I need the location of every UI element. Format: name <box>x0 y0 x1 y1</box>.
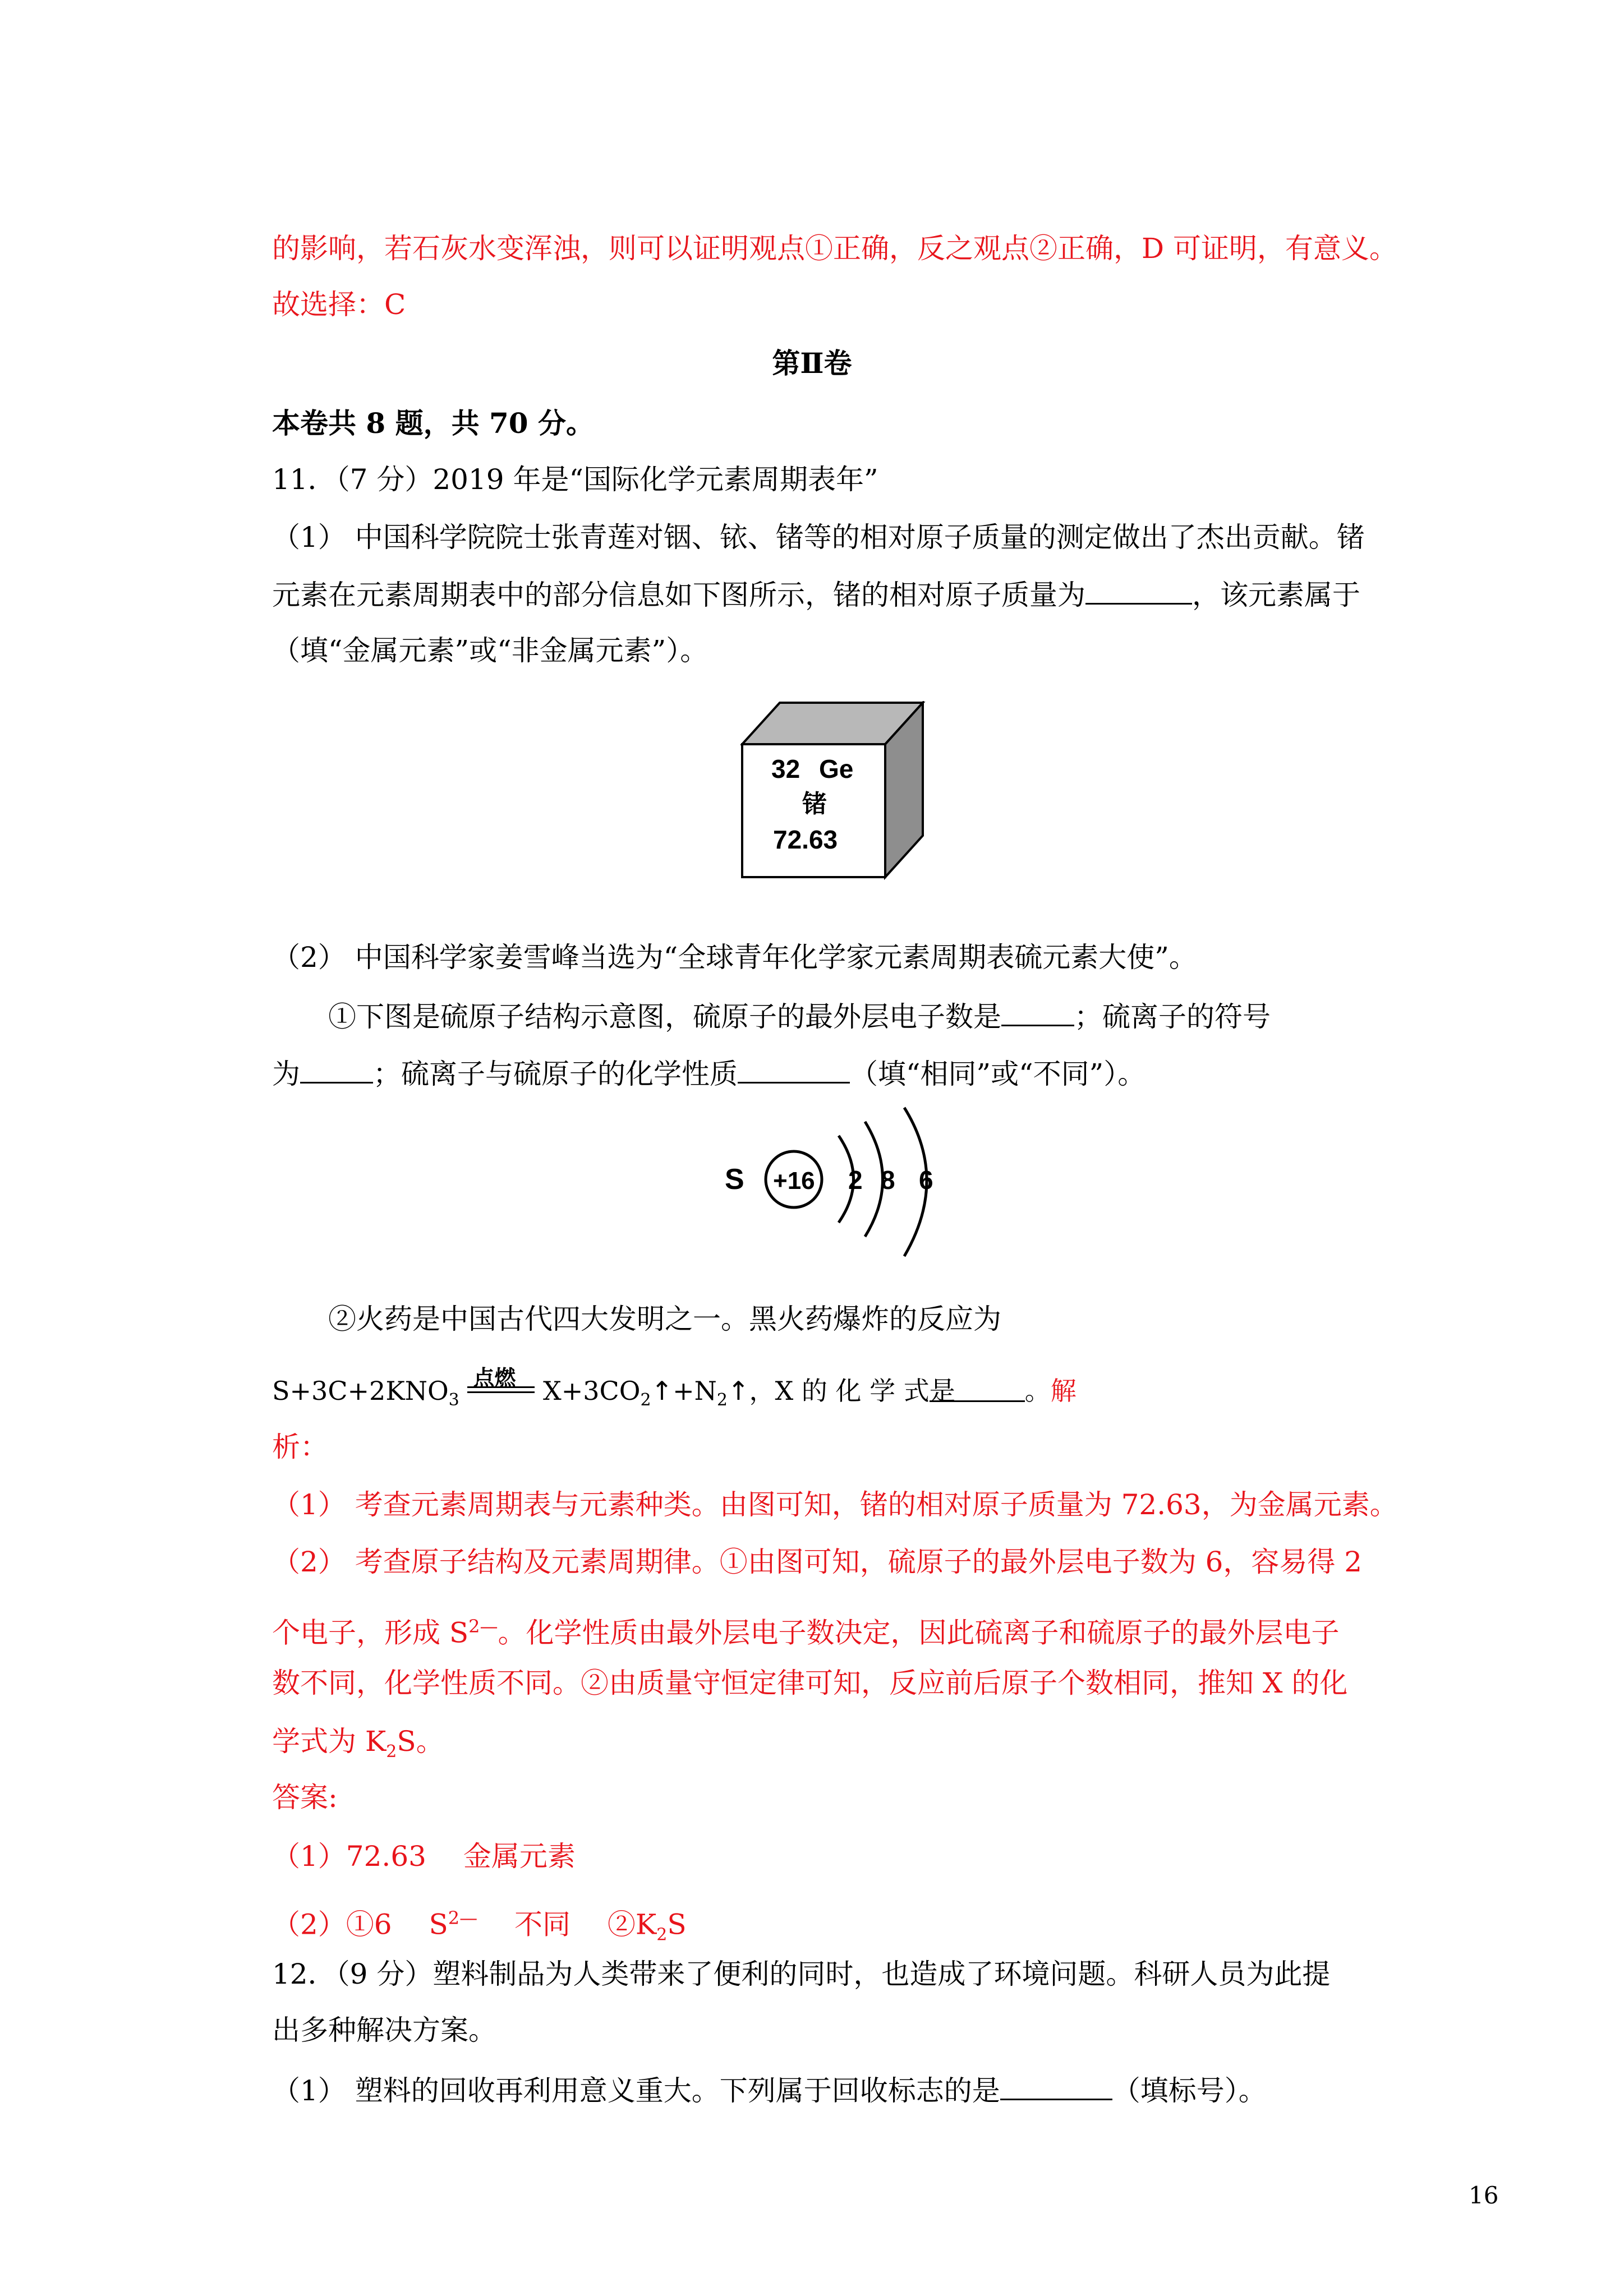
text: ，该元素属于 <box>1192 579 1360 611</box>
question-11-part2-line3 <box>272 1053 1145 1094</box>
text: ；硫离子的符号 <box>1074 1001 1271 1033</box>
shell-2-electrons: 8 <box>881 1165 895 1195</box>
answer-part1: （1）72.63 金属元素 <box>272 1840 576 1873</box>
atom-symbol: S <box>725 1163 744 1196</box>
question-11-part2-line1: （2） 中国科学家姜雪峰当选为“全球青年化学家元素周期表硫元素大使”。 <box>272 941 1197 974</box>
question-11-part2-line4: ②火药是中国古代四大发明之一。黑火药爆炸的反应为 <box>328 1303 1001 1335</box>
question-11-part1-line2 <box>272 574 1360 615</box>
superscript: 2— <box>448 1907 478 1929</box>
page-number: 16 <box>1469 2182 1499 2209</box>
atomic-number: 32 <box>771 754 801 783</box>
eq-reactants: S+3C+2KNO <box>272 1376 449 1406</box>
shell-3-electrons: 6 <box>919 1165 933 1195</box>
sulfur-atom-diagram <box>718 1105 959 1273</box>
gas-arrow-icon: ↑ <box>651 1376 673 1406</box>
reaction-condition: 点燃 <box>473 1366 516 1390</box>
analysis-part2-line4: 学式为 $K_2S$。 <box>272 1725 444 1762</box>
section-title: 第Ⅱ卷 <box>772 347 852 380</box>
answer-blank[interactable] <box>1085 574 1192 605</box>
answer-blank[interactable] <box>1000 2069 1112 2100</box>
reaction-arrow <box>467 1366 535 1404</box>
gas-arrow-icon: ↑ <box>728 1376 749 1406</box>
eq-product-x: X+3CO <box>543 1376 641 1406</box>
atomic-mass: 72.63 <box>773 825 838 854</box>
text: ；硫离子与硫原子的化学性质 <box>373 1058 738 1090</box>
answer-blank[interactable]: 是 <box>930 1371 1025 1402</box>
analysis-part1: （1） 考查元素周期表与元素种类。由图可知，锗的相对原子质量为 72.63，为金属元素。 <box>272 1488 1398 1521</box>
text: （填“相同”或“不同”）。 <box>850 1058 1146 1090</box>
answer-blank[interactable] <box>738 1053 850 1084</box>
electron-shell-2 <box>865 1122 883 1237</box>
eq-product-n: +N <box>673 1376 717 1406</box>
question-11-part1-line3: （填“金属元素”或“非金属元素”）。 <box>272 634 709 667</box>
answer-part2: （2）①6 $S^{2—}$ 不同 $②K_2S$ <box>272 1907 687 1945</box>
question-11-title: 11．（7 分）2019 年是“国际化学元素周期表年” <box>272 463 878 496</box>
element-symbol: Ge <box>819 754 854 783</box>
analysis-part2-line2: 个电子，形成 $S^{2—}$。化学性质由最外层电子数决定，因此硫离子和硫原子的最外层电子 <box>272 1616 1340 1649</box>
shell-1-electrons: 2 <box>848 1165 863 1195</box>
question-11-part2-line2 <box>328 995 1271 1036</box>
question-11-part1-line1: （1） 中国科学院院士张青莲对铟、铱、锗等的相对原子质量的测定做出了杰出贡献。锗 <box>272 521 1365 554</box>
analysis-label-start: 解 <box>1050 1376 1076 1406</box>
question-12-line2: 出多种解决方案。 <box>272 2014 496 2046</box>
subscript: 3 <box>448 1390 459 1410</box>
analysis-part2-line1: （2） 考查原子结构及元素周期律。①由图可知，硫原子的最外层电子数为 6，容易得 2 <box>272 1546 1363 1578</box>
gunpowder-equation <box>272 1366 1076 1420</box>
text: ，X 的 化 学 式 <box>749 1376 930 1406</box>
nucleus-charge: +16 <box>773 1167 815 1195</box>
subscript: 2 <box>656 1925 668 1945</box>
subscript: 2 <box>640 1390 651 1410</box>
analysis-label-end: 析： <box>272 1431 328 1463</box>
section-info: 本卷共 8 题，共 70 分。 <box>272 407 594 440</box>
question-12-line1: 12．（9 分）塑料制品为人类带来了便利的同时，也造成了环境问题。科研人员为此提 <box>272 1958 1331 1990</box>
analysis-part2-line3: 数不同，化学性质不同。②由质量守恒定律可知，反应前后原子个数相同，推知 X 的化 <box>272 1667 1348 1699</box>
text: 为 <box>272 1058 300 1090</box>
analysis-line-1: 的影响，若石灰水变浑浊，则可以证明观点①正确，反之观点②正确，D 可证明，有意义。 <box>272 232 1397 265</box>
element-name: 锗 <box>802 790 827 818</box>
superscript: 2— <box>468 1616 498 1637</box>
analysis-line-2: 故选择：C <box>272 288 406 321</box>
text: ①下图是硫原子结构示意图，硫原子的最外层电子数是 <box>328 1001 1001 1033</box>
subscript: 2 <box>386 1742 397 1762</box>
germanium-element-figure <box>740 701 926 880</box>
answer-blank[interactable] <box>300 1053 373 1084</box>
answer-blank[interactable] <box>1001 995 1074 1026</box>
subscript: 2 <box>716 1390 728 1410</box>
question-12-part1: （1） 塑料的回收再利用意义重大。下列属于回收标志的是 （填标号）。 <box>272 2069 1267 2110</box>
text: 。 <box>1024 1376 1051 1406</box>
answer-label: 答案: <box>272 1781 338 1814</box>
text: 元素在元素周期表中的部分信息如下图所示，锗的相对原子质量为 <box>272 579 1085 611</box>
